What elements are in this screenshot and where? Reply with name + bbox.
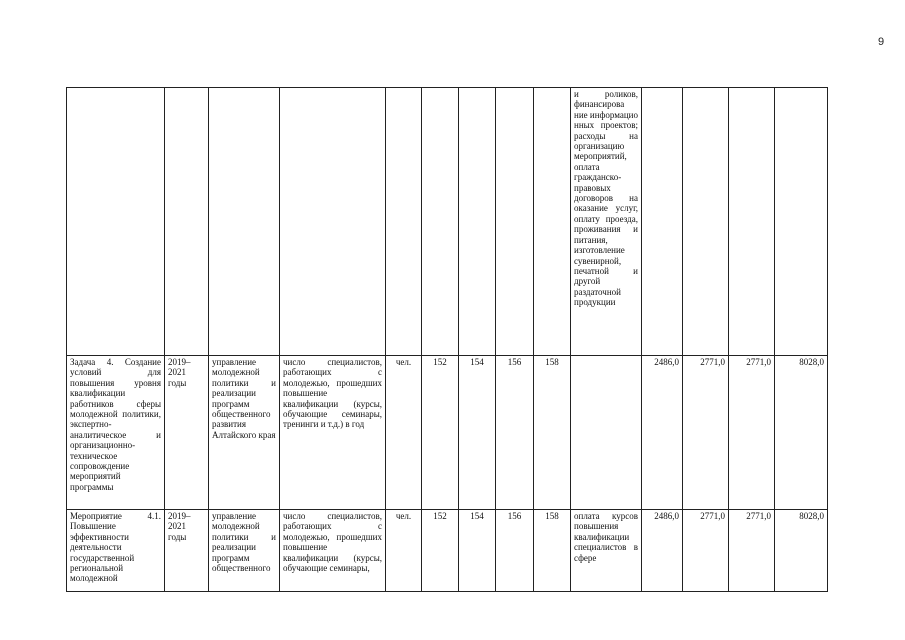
cell-finance-2020: 2771,0 xyxy=(683,356,729,510)
page-number: 9 xyxy=(878,36,885,48)
cell-period: 2019–2021 годы xyxy=(165,356,209,510)
cell-name: Мероприятие 4.1. Повышение эффективности деятельности государственной региональной молодежной xyxy=(67,510,165,592)
cell-finance-2021: 2771,0 xyxy=(729,510,775,592)
cell-finance-total xyxy=(775,88,828,356)
cell-value-2019: 154 xyxy=(459,356,496,510)
cell-value-2021 xyxy=(534,88,571,356)
cell-finance-2019: 2486,0 xyxy=(642,510,683,592)
cell-value-2019: 154 xyxy=(459,510,496,592)
cell-indicator: число специалистов, работающих с молодежью, прошедших повышение квалификации (курсы, обучающие семинары, xyxy=(280,510,386,592)
cell-finance-total: 8028,0 xyxy=(775,356,828,510)
cell-unit: чел. xyxy=(386,510,422,592)
cell-name: Задача 4. Создание условий для повышения уровня квалификации работников сферы молодежной политики, экспертно-аналитическое и организационно-техническое сопровождение мероприятий программы xyxy=(67,356,165,510)
cell-indicator: число специалистов, работающих с молодежью, прошедших повышение квалификации (курсы, обучающие семинары, тренинги и т.д.) в год xyxy=(280,356,386,510)
cell-period xyxy=(165,88,209,356)
cell-finance-2020: 2771,0 xyxy=(683,510,729,592)
cell-value-2018 xyxy=(422,88,459,356)
cell-value-2021: 158 xyxy=(534,356,571,510)
cell-unit: чел. xyxy=(386,356,422,510)
table-row xyxy=(67,510,828,592)
cell-value-2018: 152 xyxy=(422,510,459,592)
cell-finance-total: 8028,0 xyxy=(775,510,828,592)
cell-indicator xyxy=(280,88,386,356)
cell-source xyxy=(571,356,642,510)
cell-finance-2019 xyxy=(642,88,683,356)
cell-name xyxy=(67,88,165,356)
cell-source: оплата курсов повышения квалификации специалистов в сфере xyxy=(571,510,642,592)
cell-value-2019 xyxy=(459,88,496,356)
cell-value-2020 xyxy=(496,88,534,356)
cell-finance-2019: 2486,0 xyxy=(642,356,683,510)
cell-period: 2019–2021 годы xyxy=(165,510,209,592)
cell-unit xyxy=(386,88,422,356)
cell-executor: управление молодежной политики и реализации программ общественного xyxy=(209,510,280,592)
cell-finance-2021 xyxy=(729,88,775,356)
cell-value-2020: 156 xyxy=(496,356,534,510)
table-row xyxy=(67,88,828,356)
cell-executor xyxy=(209,88,280,356)
cell-value-2018: 152 xyxy=(422,356,459,510)
cell-value-2020: 156 xyxy=(496,510,534,592)
cell-finance-2021: 2771,0 xyxy=(729,356,775,510)
cell-value-2021: 158 xyxy=(534,510,571,592)
program-table xyxy=(66,87,828,592)
cell-executor: управление молодежной политики и реализации программ общественного развития Алтайского края xyxy=(209,356,280,510)
cell-finance-2020 xyxy=(683,88,729,356)
cell-source: и роликов, финансирова ние информацио нных проектов; расходы на организацию мероприятий, оплата гражданско-правовых договоров на оказание услуг, оплату проезда, проживания и питания, изготовление сувенирной, печатной и другой раздаточной продукции xyxy=(571,88,642,356)
table-row xyxy=(67,356,828,510)
